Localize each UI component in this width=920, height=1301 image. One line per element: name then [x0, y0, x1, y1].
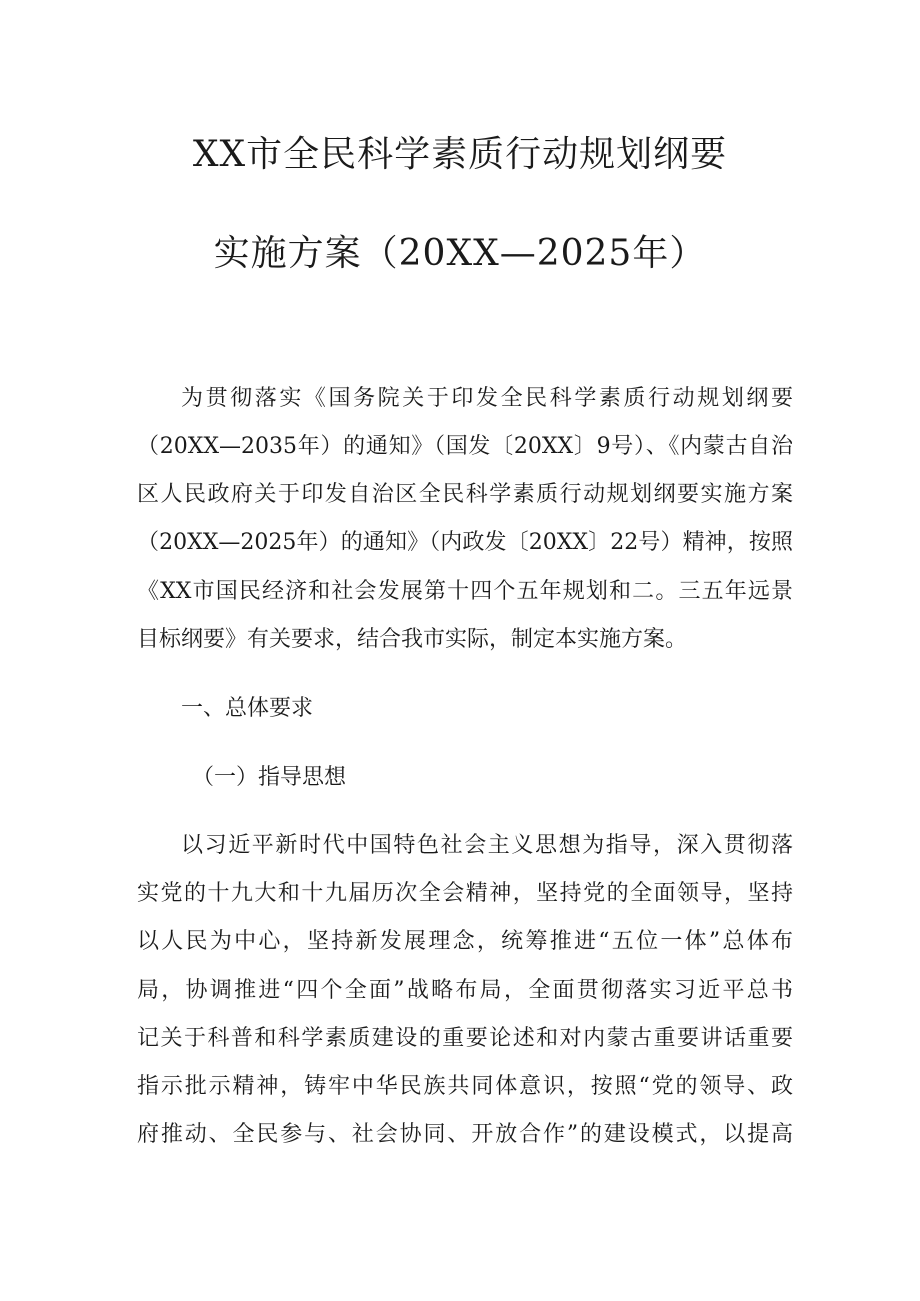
- intro-line: （20XX—2025年）的通知》（内政发〔20XX〕22号）精神，按照: [137, 530, 793, 555]
- document-title-line-2: 实施方案（20XX—2025年）: [213, 233, 707, 274]
- guiding-line: 局，协调推进“四个全面”战略布局，全面贯彻落实习近平总书: [137, 978, 793, 1003]
- intro-line: 目标纲要》有关要求，结合我市实际，制定本实施方案。: [137, 627, 688, 652]
- document-title-line-1: XX市全民科学素质行动规划纲要: [192, 134, 728, 175]
- guiding-line: 指示批示精神，铸牢中华民族共同体意识，按照“党的领导、政: [137, 1074, 793, 1099]
- guiding-line: 记关于科普和科学素质建设的重要论述和对内蒙古重要讲话重要: [137, 1026, 793, 1051]
- guiding-line: 府推动、全民参与、社会协同、开放合作”的建设模式，以提高: [137, 1122, 793, 1147]
- subsection-heading: （一）指导思想: [192, 765, 347, 790]
- guiding-line: 以习近平新时代中国特色社会主义思想为指导，深入贯彻落: [181, 833, 793, 858]
- intro-line: 《XX市国民经济和社会发展第十四个五年规划和二。三五年远景: [137, 579, 793, 604]
- intro-line: （20XX—2035年）的通知》（国发〔20XX〕9号）、《内蒙古自治: [137, 434, 793, 459]
- guiding-line: 实党的十九大和十九届历次全会精神，坚持党的全面领导，坚持: [137, 881, 793, 906]
- guiding-line: 以人民为中心，坚持新发展理念，统筹推进“五位一体”总体布: [137, 929, 793, 954]
- section-heading: 一、总体要求: [181, 696, 314, 721]
- intro-line: 为贯彻落实《国务院关于印发全民科学素质行动规划纲要: [181, 386, 793, 411]
- intro-line: 区人民政府关于印发自治区全民科学素质行动规划纲要实施方案: [137, 482, 793, 507]
